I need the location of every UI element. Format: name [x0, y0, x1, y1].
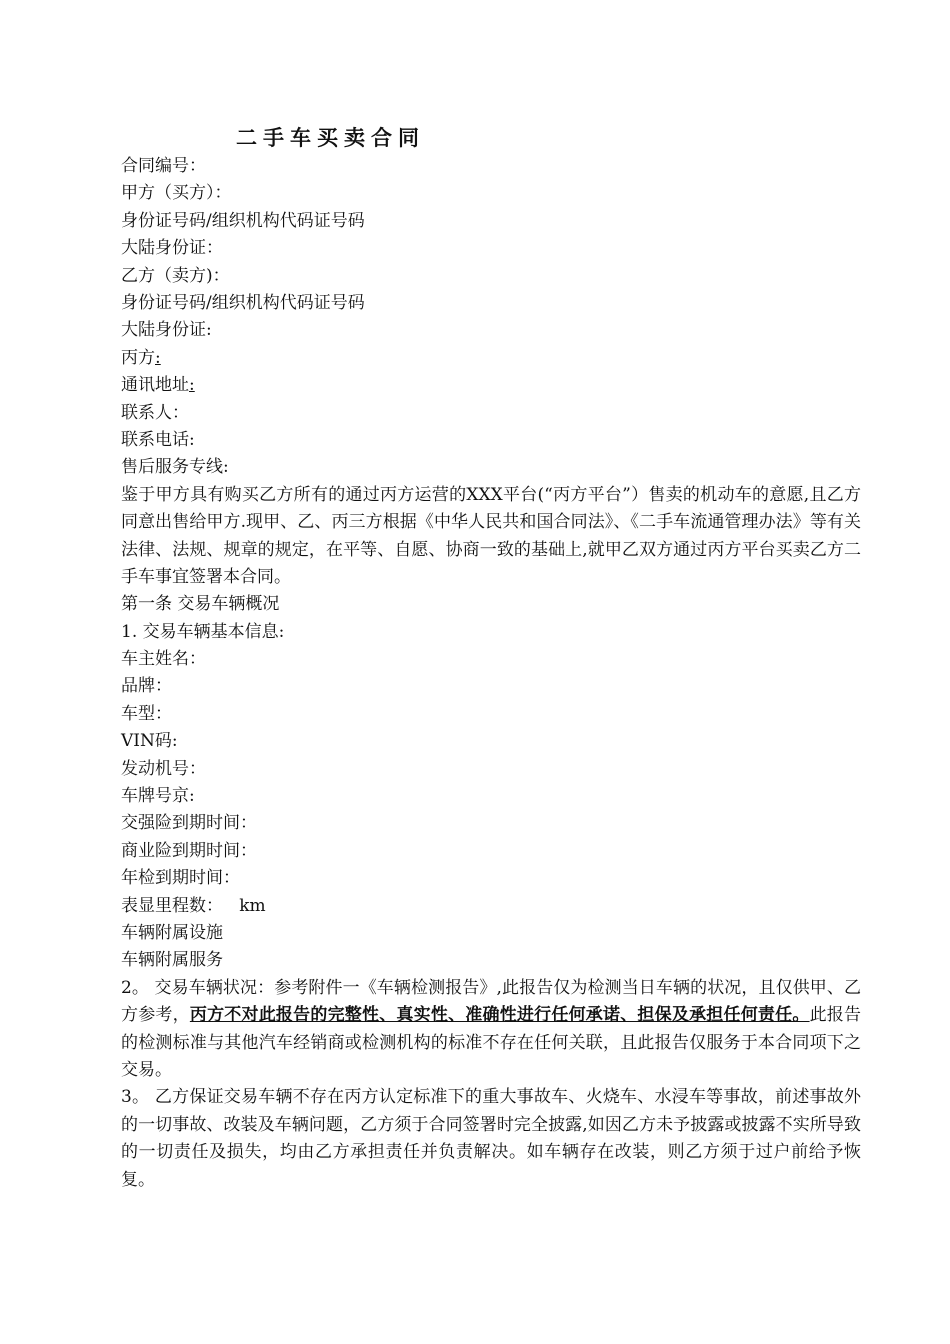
field-brand: 品牌： [121, 676, 172, 697]
article-1-item-3: 3。 乙方保证交易车辆不存在丙方认定标准下的重大事故车、火烧车、水浸车等事故，前述事故外的一切事故、改装及车辆问题，乙方须于合同签署时完全披露,如因乙方未予披露或披露不实所导致的一切责任及损失，均由乙方承担责任并负责解决。如车辆存在改装，则乙方须于过户前给予恢复。 [121, 1087, 861, 1190]
document-title: 二手车买卖合同 [236, 125, 425, 150]
field-address [121, 372, 861, 399]
contract-body [121, 153, 861, 1194]
item-2-text-before: 2。 交易车辆状况：参考附件一《车辆检测报告》,此报告仅为检测当日车辆的状况，且仅供甲、乙方参考， [121, 977, 861, 1026]
article-1-item-2 [121, 975, 861, 1085]
field-party-b-mainland-id: 大陆身份证: [121, 320, 212, 341]
field-ancillary-services: 车辆附属服务 [121, 950, 223, 971]
preamble-paragraph: 鉴于甲方具有购买乙方所有的通过丙方运营的XXX平台(“丙方平台”）售卖的机动车的意愿,且乙方同意出售给甲方.现甲、乙、丙三方根据《中华人民共和国合同法》、《二手车流通管理办法》等有关法律、法规、规章的规定，在平等、自愿、协商一致的基础上,就甲乙双方通过丙方平台买卖乙方二手车事宜签署本合同。 [121, 484, 861, 587]
field-accessories: 车辆附属设施 [121, 923, 223, 943]
field-model: 车型： [121, 703, 172, 724]
field-odometer: 表显里程数： km [121, 895, 266, 916]
address-colon: : [189, 375, 195, 396]
field-party-a-id-type: 身份证号码/组织机构代码证号码 [121, 210, 365, 231]
field-party-b: 乙方（卖方)： [121, 265, 230, 286]
party-c-colon: : [155, 347, 161, 368]
field-contact-person: 联系人： [121, 402, 189, 423]
article-1-item-1-heading: 1. 交易车辆基本信息: [121, 621, 285, 642]
article-1-heading: 第一条 交易车辆概况 [121, 594, 280, 615]
item-2-disclaimer: 丙方不对此报告的完整性、真实性、准确性进行任何承诺、担保及承担任何责任。 [189, 1005, 810, 1026]
field-service-hotline: 售后服务专线: [121, 457, 229, 478]
address-label: 通讯地址 [121, 375, 189, 396]
field-contract-number: 合同编号： [121, 156, 206, 176]
field-inspection-expiry: 年检到期时间： [121, 868, 240, 889]
field-engine-number: 发动机号： [121, 758, 206, 779]
field-compulsory-insurance-expiry: 交强险到期时间： [121, 813, 257, 834]
field-contact-phone: 联系电话: [121, 429, 195, 450]
party-c-label: 丙方 [121, 347, 155, 368]
field-party-c [121, 345, 861, 372]
field-party-a-mainland-id: 大陆身份证： [121, 238, 223, 259]
field-plate-number: 车牌号京: [121, 786, 195, 807]
field-party-a: 甲方（买方）： [121, 183, 232, 204]
field-commercial-insurance-expiry: 商业险到期时间： [121, 840, 257, 861]
field-owner-name: 车主姓名： [121, 649, 206, 670]
field-party-b-id-type: 身份证号码/组织机构代码证号码 [121, 292, 365, 313]
item-2-text-after: 此报告的检测标准与其他汽车经销商或检测机构的标准不存在任何关联，且此报告仅服务于本合同项下之交易。 [121, 1005, 862, 1080]
field-vin: VIN码: [121, 731, 178, 752]
